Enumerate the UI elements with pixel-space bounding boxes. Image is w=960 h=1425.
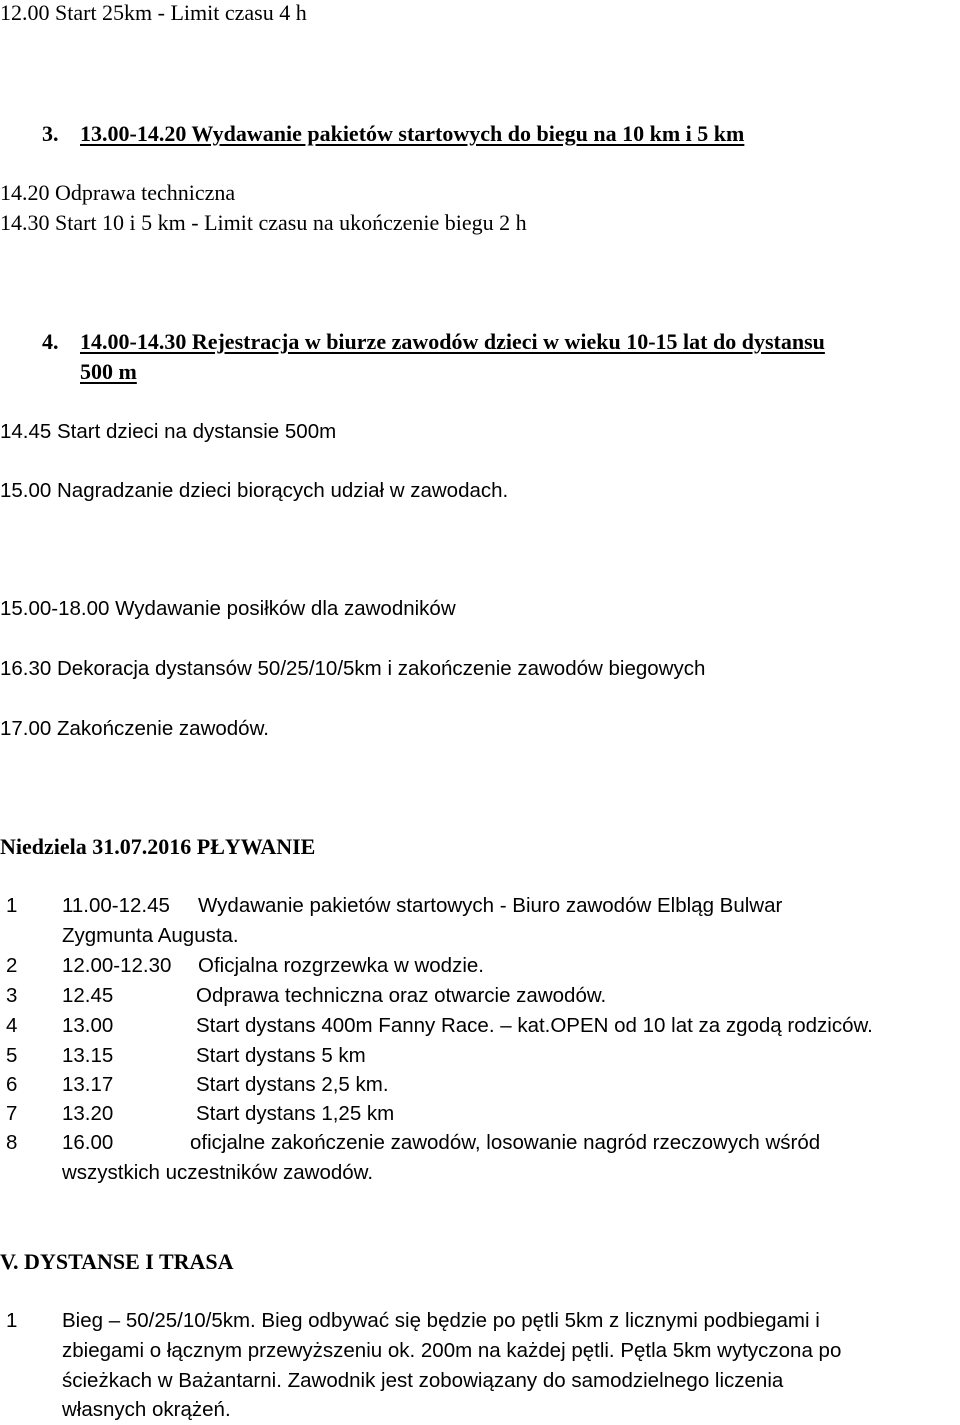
row-desc: Oficjalna rozgrzewka w wodzie.	[198, 954, 484, 977]
row-desc: Start dystans 400m Fanny Race. – kat.OPEN od 10 lat za zgodą rodziców.	[196, 1014, 873, 1037]
section-v-heading: V. DYSTANSE I TRASA	[0, 1249, 234, 1274]
section-v-line-3: ścieżkach w Bażantarni. Zawodnik jest zobowiązany do samodzielnego liczenia	[62, 1369, 784, 1392]
row-time: 16.00	[62, 1131, 114, 1154]
schedule-line-1430: 14.30 Start 10 i 5 km - Limit czasu na ukończenie biegu 2 h	[0, 210, 527, 235]
schedule-line-1500: 15.00 Nagradzanie dzieci biorących udział w zawodach.	[0, 479, 509, 502]
row-number: 2	[6, 954, 18, 977]
section-v-item-number: 1	[6, 1309, 18, 1332]
row-number: 5	[6, 1044, 18, 1067]
schedule-line-meals: 15.00-18.00 Wydawanie posiłków dla zawodników	[0, 597, 456, 620]
row-desc: Odprawa techniczna oraz otwarcie zawodów.	[196, 984, 607, 1007]
row-time: 12.00-12.30	[62, 954, 172, 977]
row-desc-cont: Zygmunta Augusta.	[62, 924, 239, 947]
row-time: 11.00-12.45	[62, 894, 170, 917]
row-number: 7	[6, 1102, 18, 1125]
row-number: 6	[6, 1073, 18, 1096]
row-time: 13.17	[62, 1073, 114, 1096]
section-v-line-1: Bieg – 50/25/10/5km. Bieg odbywać się będzie po pętli 5km z licznymi podbiegami i	[62, 1309, 820, 1332]
row-time: 13.00	[62, 1014, 114, 1037]
row-time: 13.20	[62, 1102, 114, 1125]
item-4-number: 4.	[42, 329, 59, 354]
schedule-line-1420: 14.20 Odprawa techniczna	[0, 180, 236, 205]
row-number: 3	[6, 984, 18, 1007]
row-number: 8	[6, 1131, 18, 1154]
item-3-text: 13.00-14.20 Wydawanie pakietów startowych do biegu na 10 km i 5 km	[80, 121, 745, 146]
schedule-line-end: 17.00 Zakończenie zawodów.	[0, 717, 269, 740]
sunday-heading: Niedziela 31.07.2016 PŁYWANIE	[0, 834, 316, 859]
row-desc: Start dystans 5 km	[196, 1044, 366, 1067]
row-time: 13.15	[62, 1044, 114, 1067]
item-4-text-line-2: 500 m	[80, 359, 137, 384]
item-3-number: 3.	[42, 121, 59, 146]
schedule-line-1200: 12.00 Start 25km - Limit czasu 4 h	[0, 0, 307, 25]
row-number: 1	[6, 894, 18, 917]
schedule-line-decoration: 16.30 Dekoracja dystansów 50/25/10/5km i zakończenie zawodów biegowych	[0, 657, 706, 680]
row-time: 12.45	[62, 984, 114, 1007]
row-desc: Wydawanie pakietów startowych - Biuro zawodów Elbląg Bulwar	[198, 894, 783, 917]
section-v-line-2: zbiegami o łącznym przewyższeniu ok. 200m na każdej pętli. Pętla 5km wytyczona po	[62, 1339, 842, 1362]
item-4-text-line-1: 14.00-14.30 Rejestracja w biurze zawodów dzieci w wieku 10-15 lat do dystansu	[80, 329, 825, 354]
schedule-line-1445: 14.45 Start dzieci na dystansie 500m	[0, 420, 337, 443]
row-desc: Start dystans 2,5 km.	[196, 1073, 389, 1096]
row-desc-cont: wszystkich uczestników zawodów.	[62, 1161, 374, 1184]
row-desc: Start dystans 1,25 km	[196, 1102, 395, 1125]
section-v-line-4: własnych okrążeń.	[62, 1398, 231, 1421]
row-number: 4	[6, 1014, 18, 1037]
row-desc: oficjalne zakończenie zawodów, losowanie nagród rzeczowych wśród	[190, 1131, 821, 1154]
